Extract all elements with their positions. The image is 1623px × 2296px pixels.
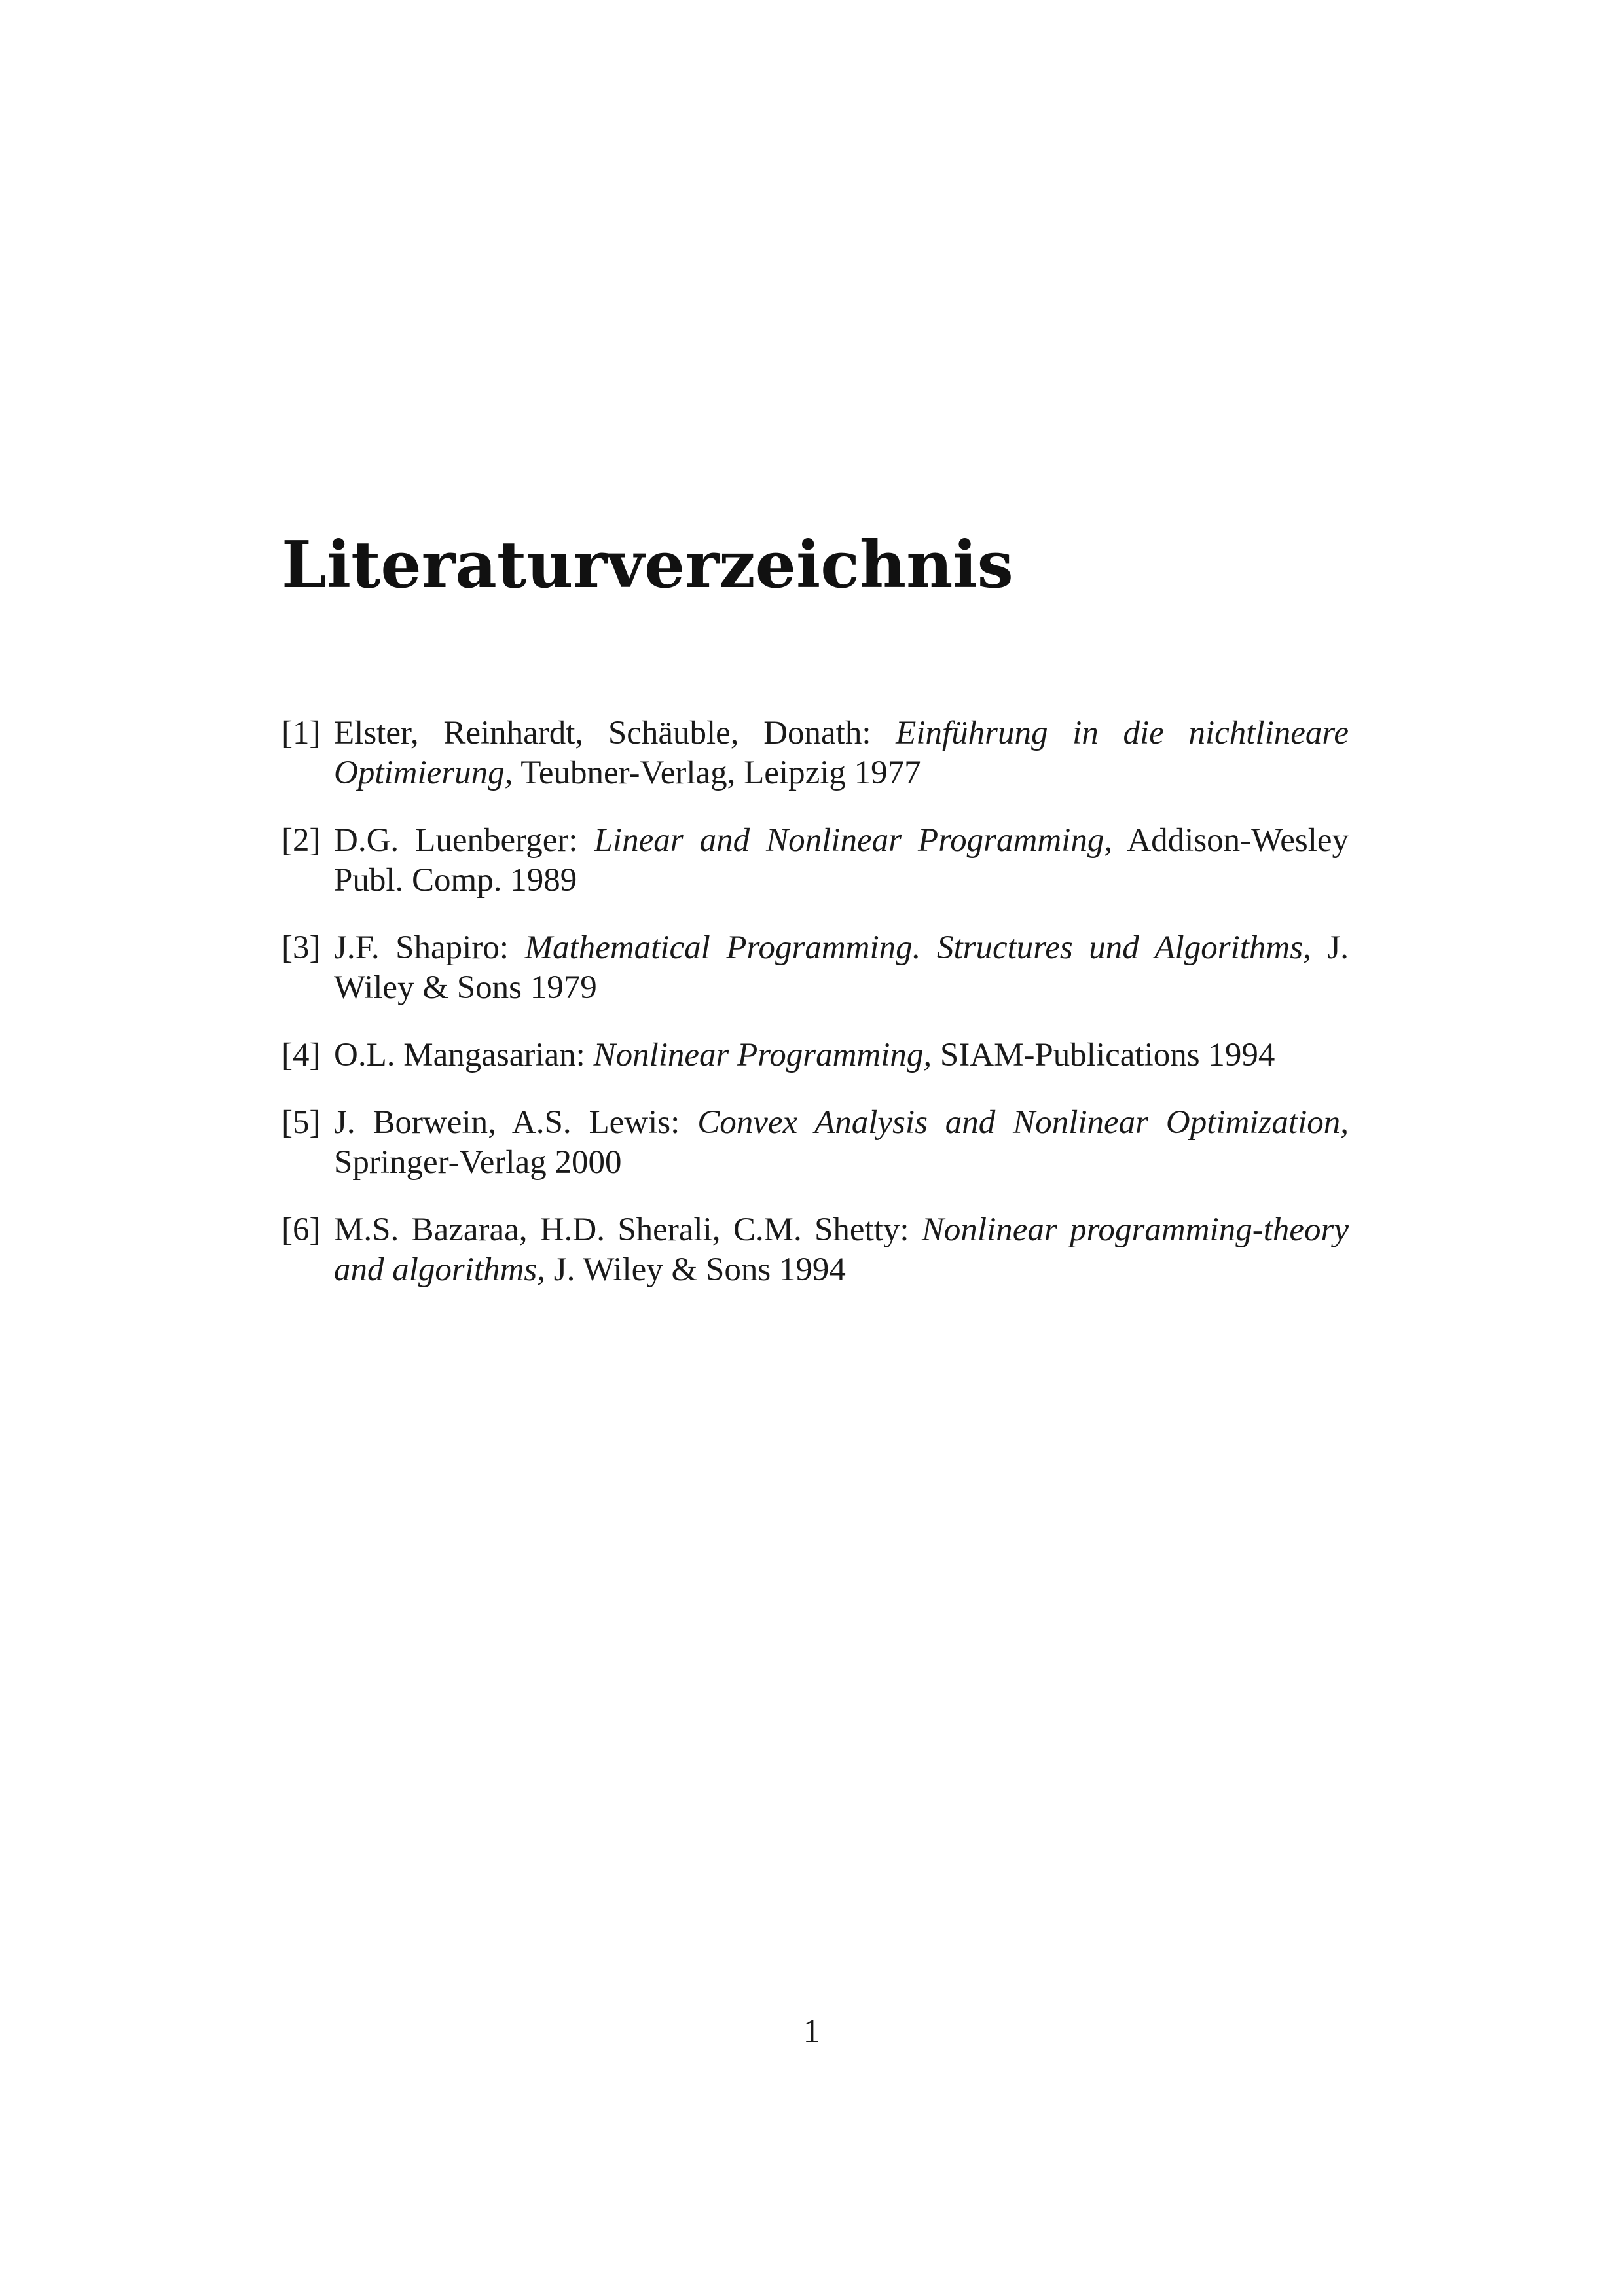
page-title: Literaturverzeichnis <box>282 528 1013 603</box>
reference-title: Linear and Nonlinear Programming, <box>594 822 1113 859</box>
reference-title: Mathematical Programming. Structures und Algorithms, <box>524 929 1311 966</box>
reference-number: [6] <box>282 1211 321 1248</box>
reference-number: [3] <box>282 929 321 966</box>
reference-authors: D.G. Luenberger: <box>334 822 594 859</box>
reference-publisher: Springer-Verlag 2000 <box>334 1144 622 1181</box>
reference-item-2 <box>282 821 1349 901</box>
reference-authors: O.L. Mangasarian: <box>334 1037 594 1073</box>
page-number: 1 <box>803 2013 820 2050</box>
reference-publisher: J. Wiley & Sons 1979 <box>334 929 1349 1006</box>
reference-item-1 <box>282 713 1349 793</box>
reference-publisher: Teubner-Verlag, Leipzig 1977 <box>513 755 921 791</box>
reference-title: Einführung in die nichtlineare Optimierung, <box>334 715 1349 791</box>
reference-item-6 <box>282 1210 1349 1290</box>
reference-item-4 <box>282 1035 1349 1075</box>
reference-item-5 <box>282 1103 1349 1183</box>
reference-number: [1] <box>282 715 321 751</box>
reference-authors: Elster, Reinhardt, Schäuble, Donath: <box>334 715 896 751</box>
reference-authors: J.F. Shapiro: <box>334 929 525 966</box>
reference-publisher: SIAM-Publications 1994 <box>932 1037 1275 1073</box>
reference-list <box>282 713 1349 1318</box>
reference-number: [2] <box>282 822 321 859</box>
reference-number: [5] <box>282 1104 321 1141</box>
reference-title: Nonlinear Programming, <box>593 1037 932 1073</box>
reference-number: [4] <box>282 1037 321 1073</box>
reference-title: Nonlinear programming-theory and algorithms, <box>334 1211 1349 1288</box>
reference-authors: J. Borwein, A.S. Lewis: <box>334 1104 698 1141</box>
reference-title: Convex Analysis and Nonlinear Optimization, <box>697 1104 1349 1141</box>
reference-publisher: J. Wiley & Sons 1994 <box>545 1251 846 1288</box>
reference-publisher: Addison-Wesley Publ. Comp. 1989 <box>334 822 1349 899</box>
reference-authors: M.S. Bazaraa, H.D. Sherali, C.M. Shetty: <box>334 1211 922 1248</box>
reference-item-3 <box>282 928 1349 1008</box>
